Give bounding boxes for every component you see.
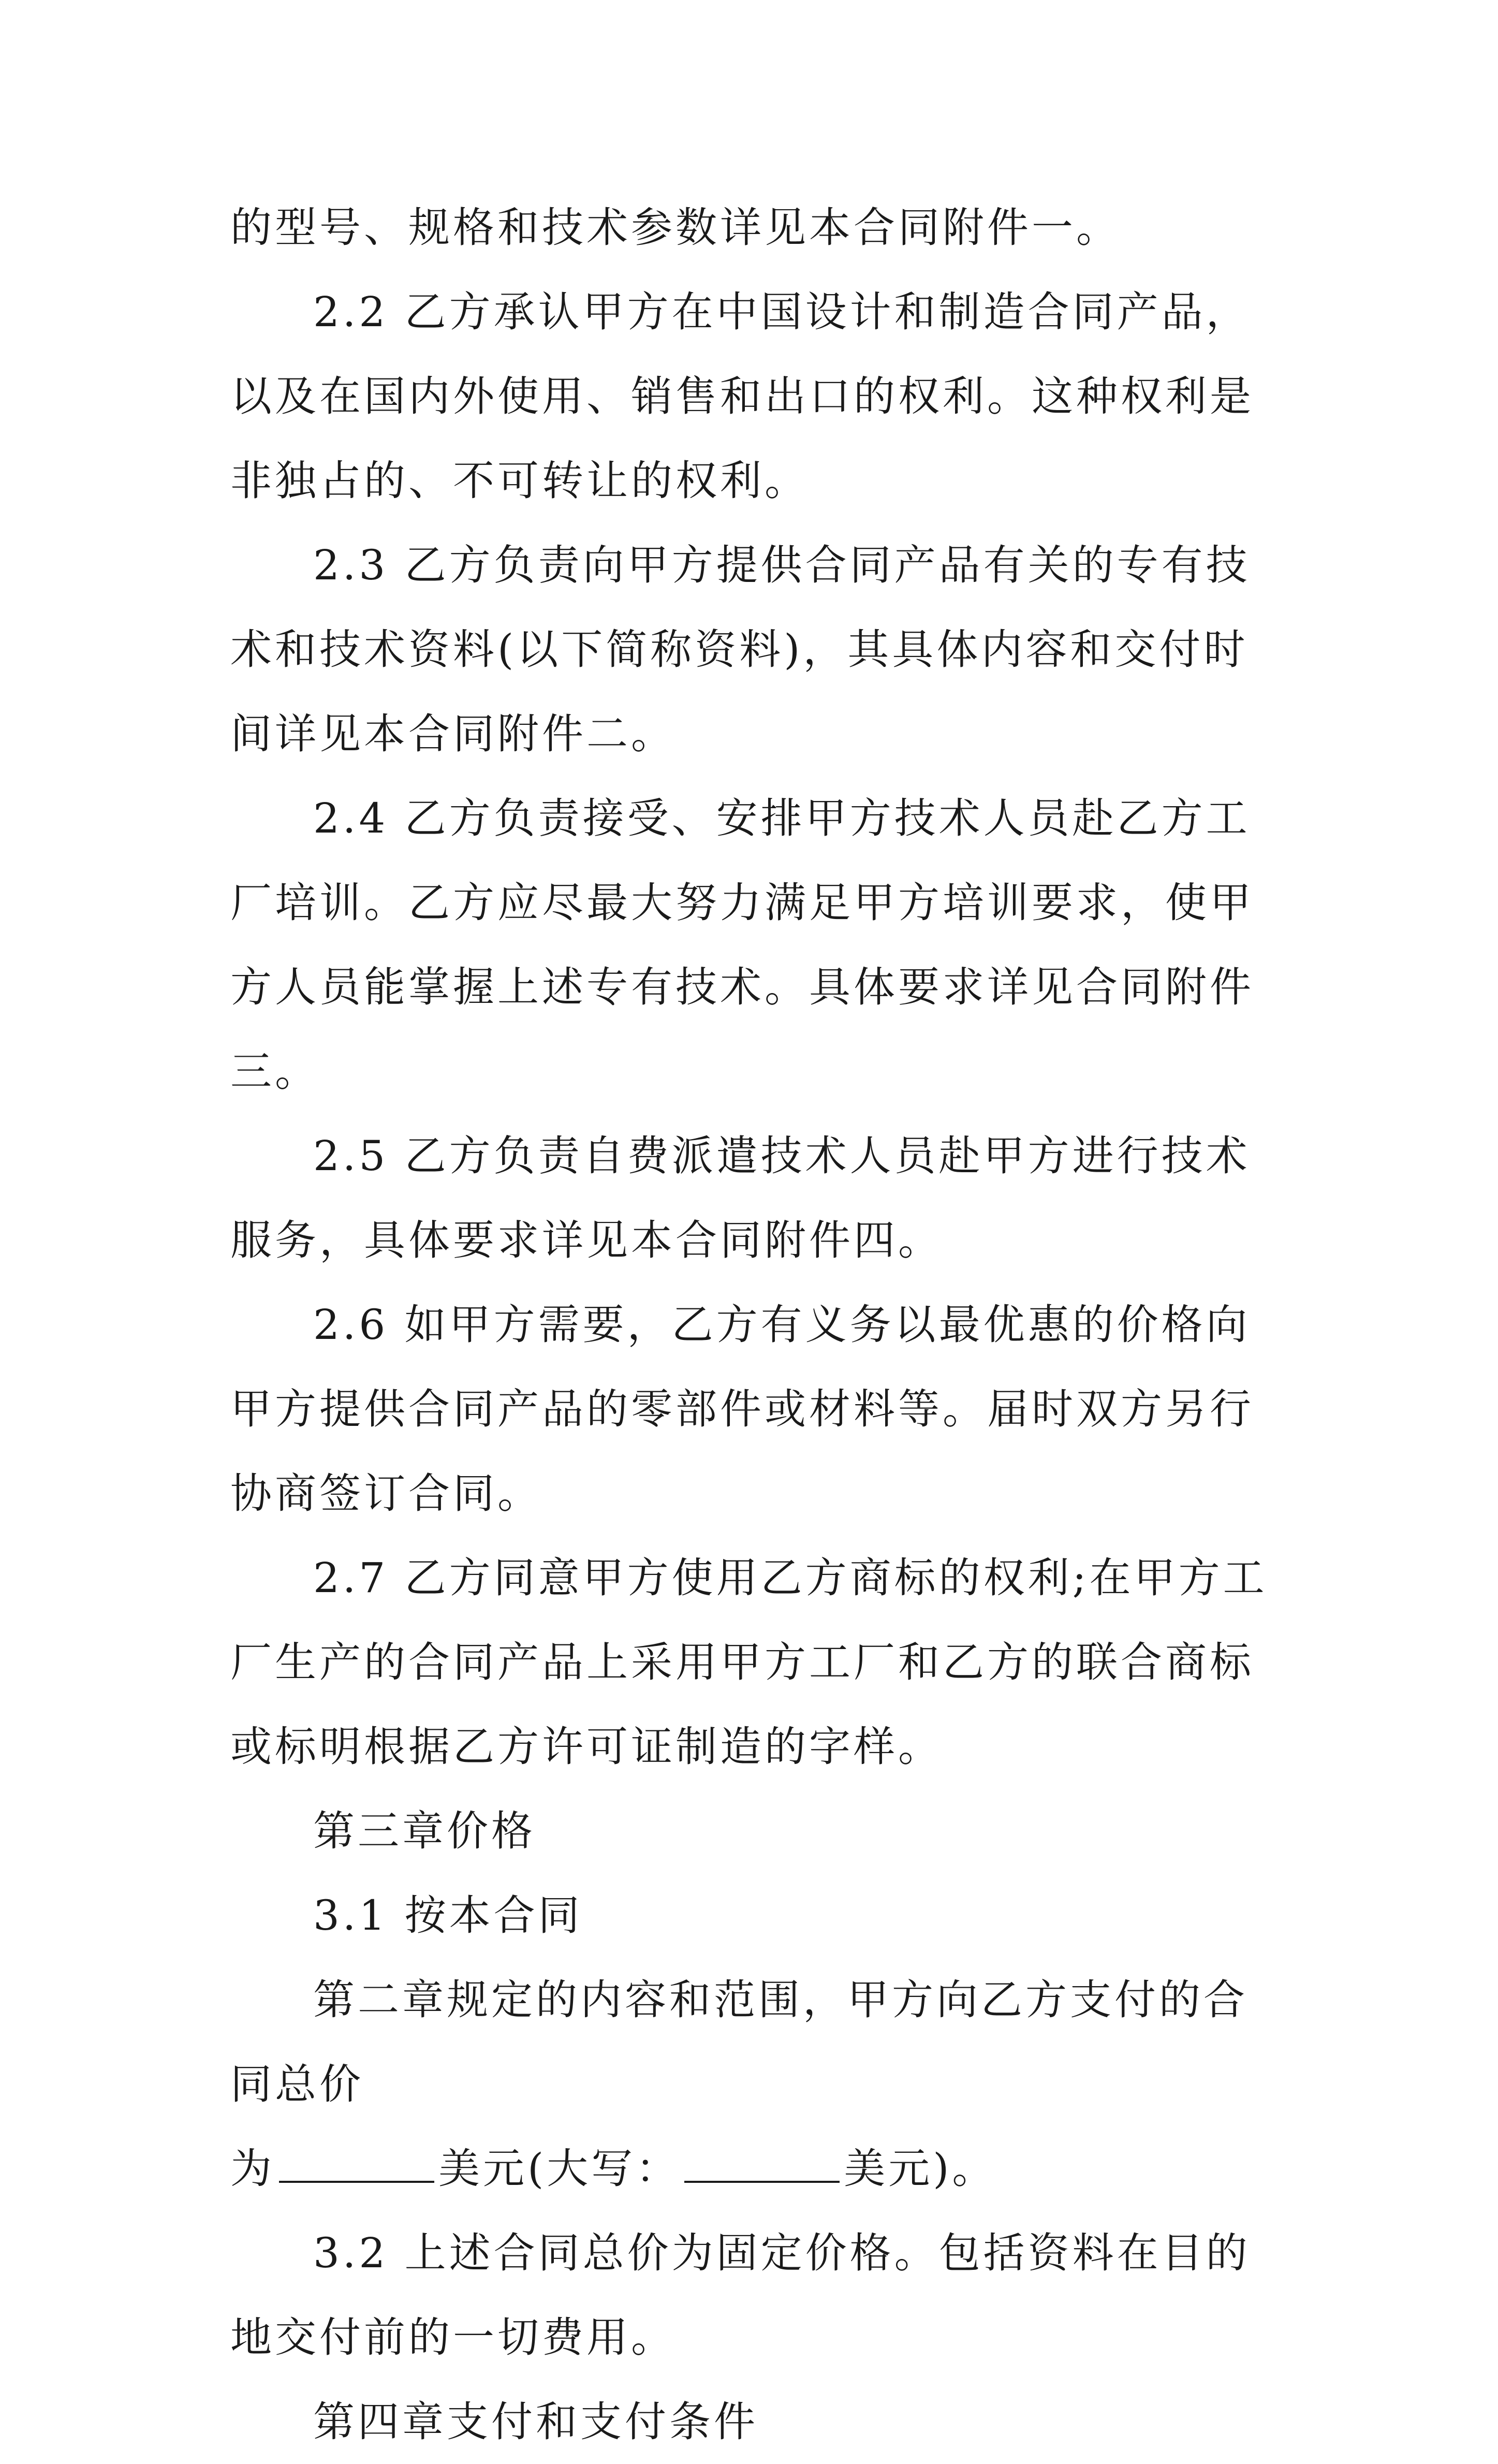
total-price-line xyxy=(230,2126,1291,2211)
amount-blank-field xyxy=(279,2150,434,2183)
clause-3-2: 3.2 上述合同总价为固定价格。包括资料在目的地交付前的一切费用。 xyxy=(230,2229,1251,2361)
clause-2-3: 2.3 乙方负责向甲方提供合同产品有关的专有技术和技术资料(以下简称资料)，其具体内容和交付时间详见本合同附件二。 xyxy=(230,541,1251,758)
clause-2-5: 2.5 乙方负责自费派遣技术人员赴甲方进行技术服务，具体要求详见本合同附件四。 xyxy=(230,1132,1251,1264)
clause-3-1: 3.1 按本合同 xyxy=(313,1891,583,1940)
price-prefix: 为 xyxy=(230,2145,275,2193)
price-suffix: 美元)。 xyxy=(844,2145,997,2193)
amount-capital-blank-field xyxy=(684,2150,840,2183)
clause-2-6: 2.6 如甲方需要，乙方有义务以最优惠的价格向甲方提供合同产品的零部件或材料等。届时双方另行协商签订合同。 xyxy=(230,1301,1254,1518)
price-capital-label: 美元(大写： xyxy=(438,2145,681,2193)
chapter-4-heading: 第四章支付和支付条件 xyxy=(313,2398,758,2446)
paragraph-spec-ref: 的型号、规格和技术参数详见本合同附件一。 xyxy=(230,203,1121,252)
clause-2-2: 2.2 乙方承认甲方在中国设计和制造合同产品，以及在国内外使用、销售和出口的权利。这种权利是非独占的、不可转让的权利。 xyxy=(230,288,1254,505)
chapter-3-heading: 第三章价格 xyxy=(313,1807,536,1855)
clause-3-1-continued: 第二章规定的内容和范围，甲方向乙方支付的合同总价 xyxy=(230,1976,1248,2108)
clause-2-4: 2.4 乙方负责接受、安排甲方技术人员赴乙方工厂培训。乙方应尽最大努力满足甲方培训要求，使甲方人员能掌握上述专有技术。具体要求详见合同附件三。 xyxy=(230,794,1254,1096)
clause-2-7: 2.7 乙方同意甲方使用乙方商标的权利;在甲方工厂生产的合同产品上采用甲方工厂和乙方的联合商标或标明根据乙方许可证制造的字样。 xyxy=(230,1554,1268,1771)
document-body xyxy=(230,185,1291,2464)
